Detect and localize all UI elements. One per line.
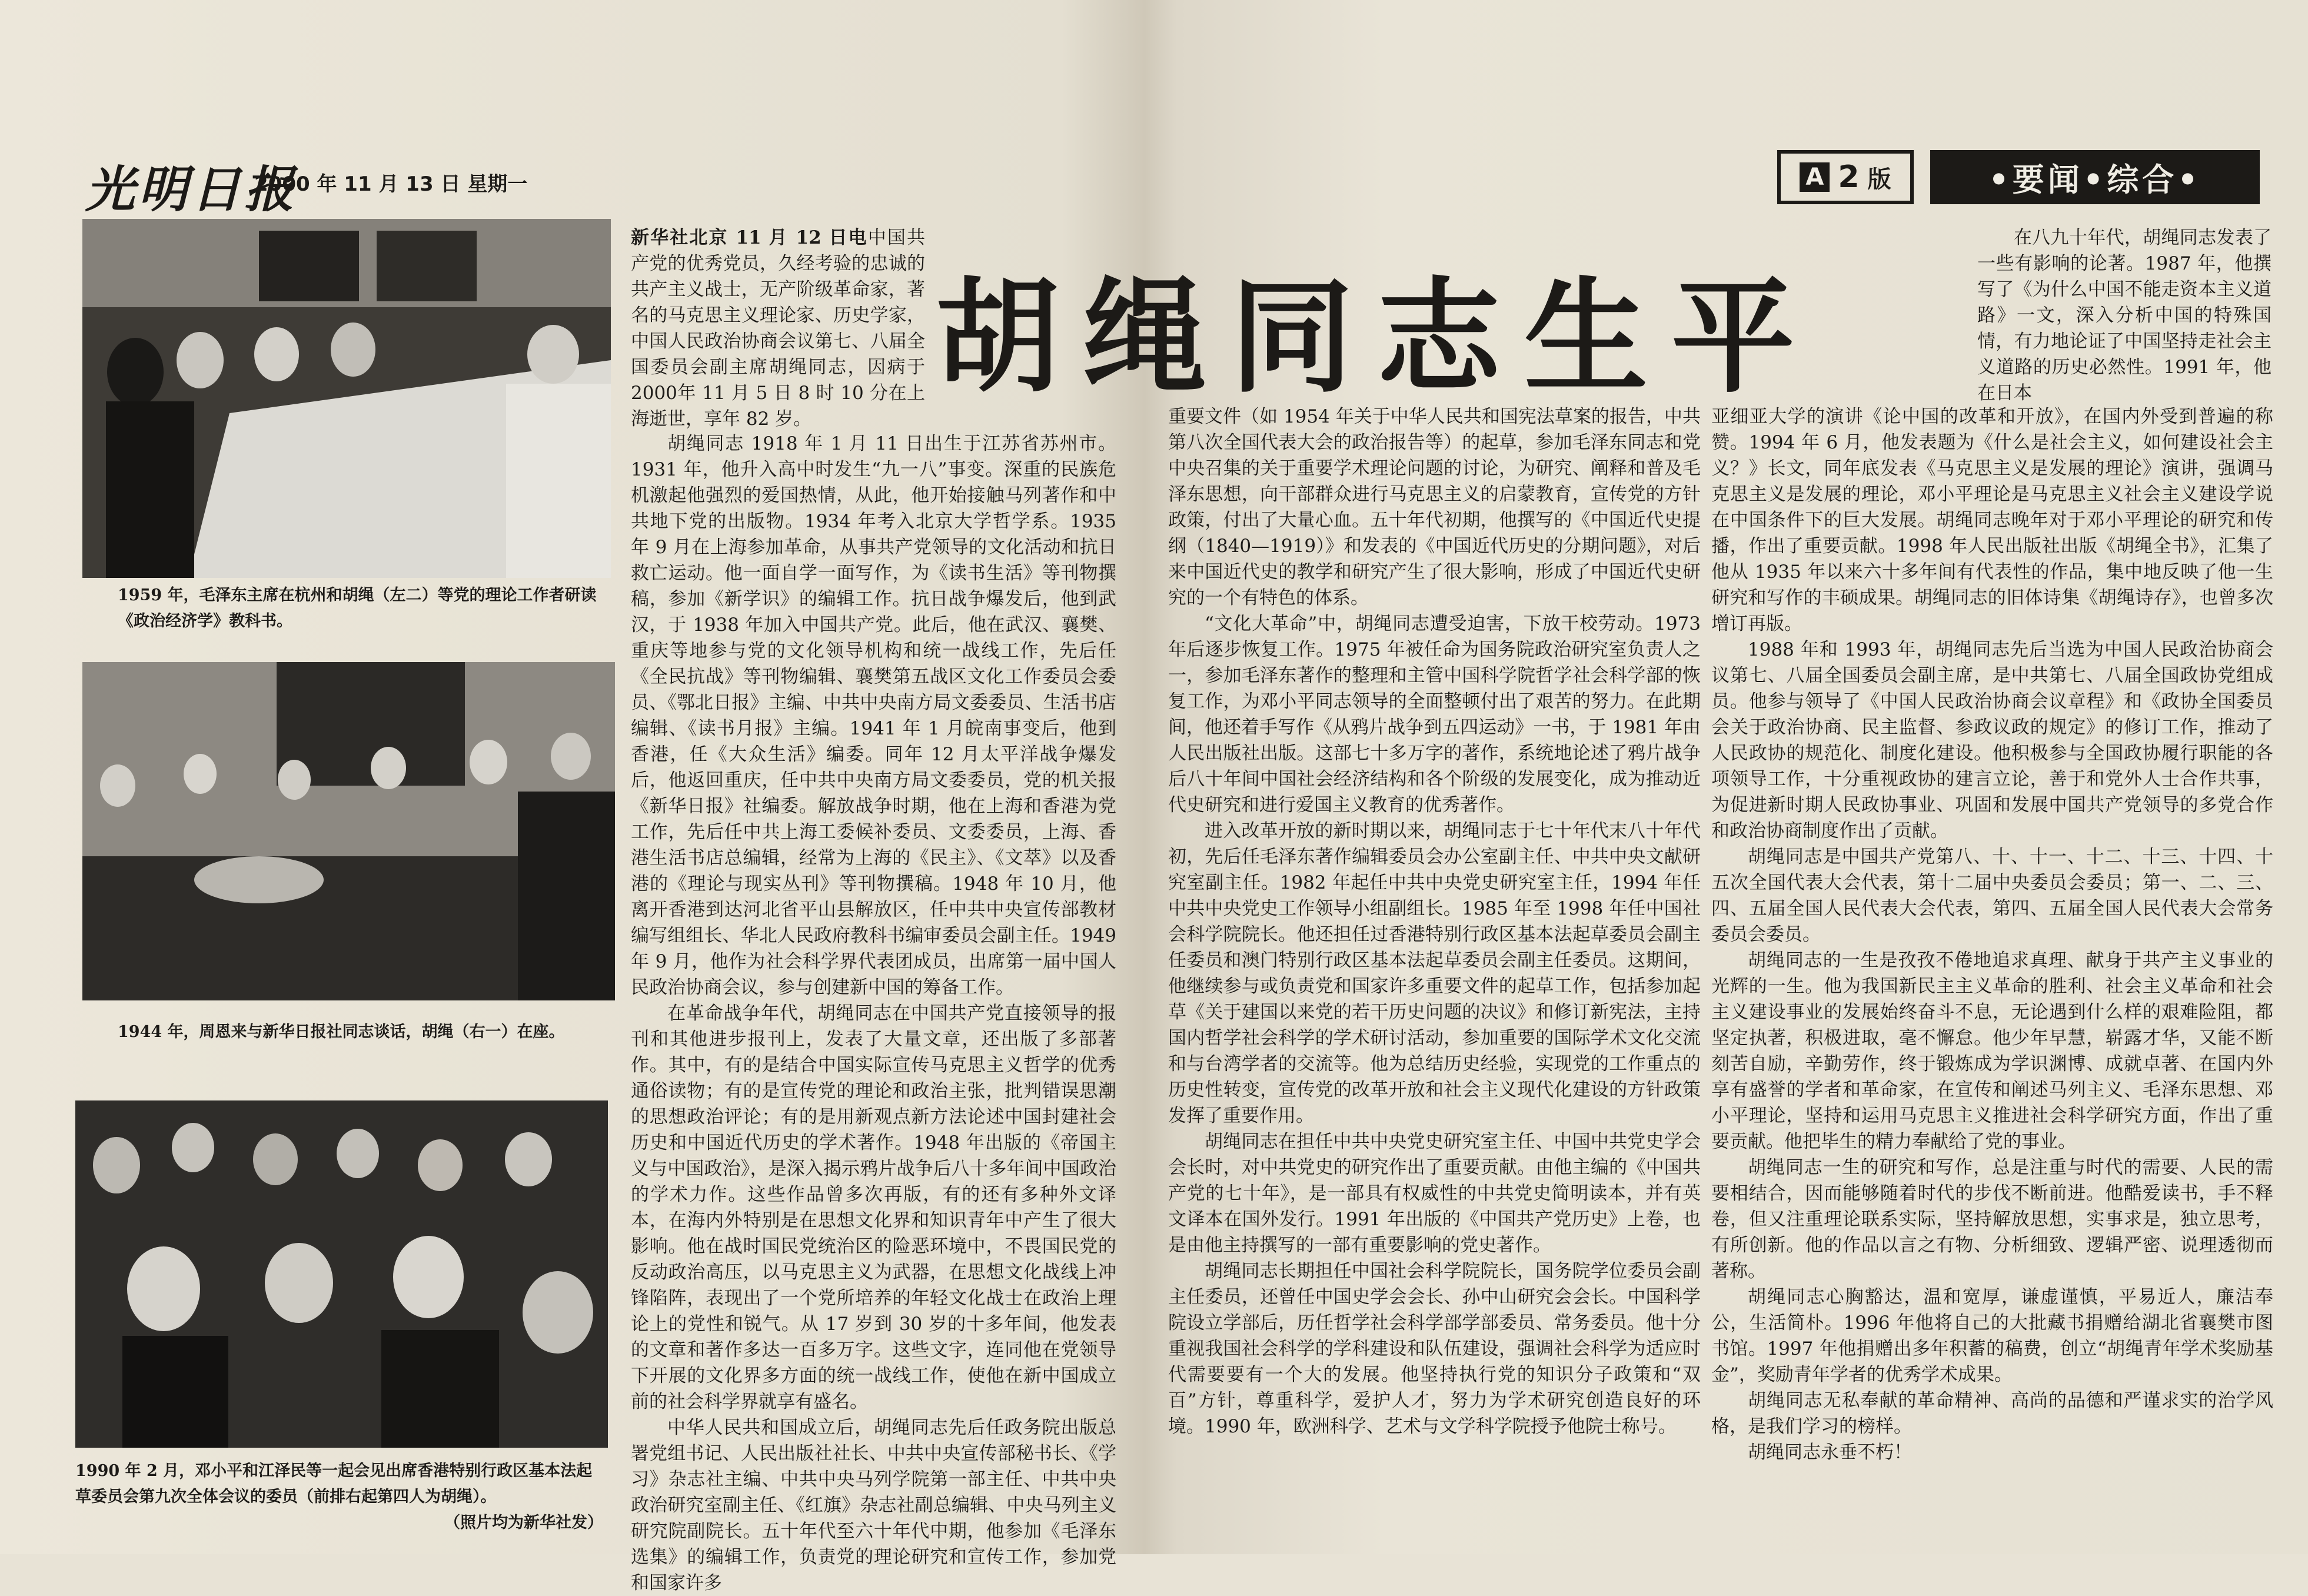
photo-credit: （照片均为新华社发） <box>444 1514 603 1532</box>
edition-unit: 版 <box>1867 165 1891 193</box>
article-column <box>1168 404 1701 1554</box>
article-paragraph: 亚细亚大学的演讲《论中国的改革和开放》，在国内外受到普遍的称赞。1994 年 6 月，他发表题为《什么是社会主义，如何建设社会主义？》长文，同年底发表《马克思主义是发展的理论》演讲，强调马克思主义是发展的理论，邓小平理论是马克思主义社会主义建设学说在中国条件下的巨大发展。胡绳同志晚年对于邓小平理论的研究和传播，作出了重要贡献。1998 年人民出版社出版《胡绳全书》，汇集了他从 1935 年以来六十多年间有代表性的作品，集中地反映了他一生研究和写作的丰硕成果。胡绳同志的旧体诗集《胡绳诗存》，也曾多次增订再版。 <box>1711 406 2273 634</box>
article-column <box>631 431 1116 1594</box>
article-paragraph: 胡绳同志的一生是孜孜不倦地追求真理、献身于共产主义事业的光辉的一生。他为我国新民主主义革命的胜利、社会主义革命和社会主义建设事业的发展始终奋斗不息，无论遇到什么样的艰难险阻，都坚定执著，积极进取，毫不懈怠。他少年早慧，崭露才华，又能不断刻苦自励，辛勤劳作，终于锻炼成为学识渊博、成就卓著、在国内外享有盛誉的学者和革命家，在宣传和阐述马列主义、毛泽东思想、邓小平理论，坚持和运用马克思主义推进社会科学研究方面，作出了重要贡献。他把毕生的精力奉献给了党的事业。 <box>1711 950 2273 1152</box>
article-paragraph: 胡绳同志在担任中共中央党史研究室主任、中国中共党史学会会长时，对中共党史的研究作出了重要贡献。由他主编的《中国共产党的七十年》，是一部具有权威性的中共党史简明读本，并有英文译本在国外发行。1991 年出版的《中国共产党历史》上卷，也是由他主持撰写的一部有重要影响的党史著作。 <box>1168 1131 1701 1256</box>
edition-box <box>1777 150 1914 204</box>
edition-number: 2 <box>1838 159 1860 195</box>
crowd-photo <box>75 1100 608 1448</box>
masthead-logo: 光明日报 <box>85 160 298 218</box>
group-seated-photo <box>82 662 615 1000</box>
article-column <box>1711 404 2273 1554</box>
article-dateline: 新华社北京 11 月 12 日电 <box>631 227 868 248</box>
masthead-date: 2000 年 11 月 13 日 星期一 <box>254 172 528 196</box>
article-paragraph: 在八九十年代，胡绳同志发表了一些有影响的论著。1987 年，他撰写了《为什么中国不能走资本主义道路》一文，深入分析中国的特殊国情，有力地论证了中国坚持走社会主义道路的历史必然性。1991 年，他在日本 <box>1977 227 2272 404</box>
article-paragraph: 胡绳同志是中国共产党第八、十、十一、十二、十三、十四、十五次全国代表大会代表，第十二届中央委员会委员；第一、二、三、四、五届全国人民代表大会代表，第四、五届全国人民代表大会常务委员会委员。 <box>1711 846 2273 945</box>
article-paragraph: 中华人民共和国成立后，胡绳同志先后任政务院出版总署党组书记、人民出版社社长、中共中央宣传部秘书长、《学习》杂志社主编、中共中央马列学院第一部主任、中共中央政治研究室副主任、《红旗》杂志社副总编辑、中央马列主义研究院副院长。五十年代至六十年代中期，他参加《毛泽东选集》的编辑工作，负责党的理论研究和宣传工作，参加党和国家许多 <box>631 1417 1116 1594</box>
article-paragraph: 胡绳同志长期担任中国社会科学院院长，国务院学位委员会副主任委员，还曾任中国史学会会长、孙中山研究会会长。中国科学院设立学部后，历任哲学社会科学部学部委员、常务委员。他十分重视我国社会科学的学科建设和队伍建设，强调社会科学为适应时代需要要有一个大的发展。他坚持执行党的知识分子政策和“双百”方针，尊重科学，爱护人才，努力为学术研究创造良好的环境。1990 年，欧洲科学、艺术与文学科学院授予他院士称号。 <box>1168 1261 1701 1437</box>
article-paragraph: 1988 年和 1993 年，胡绳同志先后当选为中国人民政治协商会议第七、八届全国委员会副主席，是中共第七、八届全国政协党组成员。他参与领导了《中国人民政治协商会议章程》和《政协全国委员会关于政治协商、民主监督、参政议政的规定》的修订工作，推动了人民政协的规范化、制度化建设。他积极参与全国政协履行职能的各项领导工作，十分重视政协的建言立论，善于和党外人士合作共事，为促进新时期人民政协事业、巩固和发展中国共产党领导的多党合作和政治协商制度作出了贡献。 <box>1711 639 2273 842</box>
article-lead-text: 中国共产党的优秀党员，久经考验的忠诚的共产主义战士，无产阶级革命家，著名的马克思主义理论家、历史学家，中国人民政治协商会议第七、八届全国委员会副主席胡绳同志，因病于2000年 11 月 5 日 8 时 10 分在上海逝世，享年 82 岁。 <box>631 227 926 430</box>
photo-caption: 1944 年，周恩来与新华日报社同志谈话，胡绳（右一）在座。 <box>118 1023 565 1041</box>
article-paragraph: 胡绳同志永垂不朽！ <box>1748 1442 1912 1463</box>
section-title: •要闻•综合• <box>1930 150 2260 204</box>
article-paragraph: 胡绳同志一生的研究和写作，总是注重与时代的需要、人民的需要相结合，因而能够随着时代的步伐不断前进。他酷爱读书，手不释卷，但又注重理论联系实际，坚持解放思想，实事求是，独立思考，有所创新。他的作品以言之有物、分析细致、逻辑严密、说理透彻而著称。 <box>1711 1157 2273 1282</box>
article-paragraph: 胡绳同志 1918 年 1 月 11 日出生于江苏省苏州市。1931 年，他升入高中时发生“九一八”事变。深重的民族危机激起他强烈的爱国热情，从此，他开始接触马列著作和中共地下党的出版物。1934 年考入北京大学哲学系。1935 年 9 月在上海参加革命，从事共产党领导的文化活动和抗日救亡运动。他一面自学一面写作，为《读书生活》等刊物撰稿，参加《新学识》的编辑工作。抗日战争爆发后，他到武汉，于 1938 年加入中国共产党。此后，他在武汉、襄樊、重庆等地参与党的文化领导机构和统一战线工作，先后任《全民抗战》等刊物编辑、襄樊第五战区文化工作委员会委员、《鄂北日报》主编、中共中央南方局文委委员、生活书店编辑、《读书月报》主编。1941 年 1 月皖南事变后，他到香港，任《大众生活》编委。同年 12 月太平洋战争爆发后，他返回重庆，任中共中央南方局文委委员，党的机关报《新华日报》社编委。解放战争时期，他在上海和香港为党工作，先后任中共上海工委候补委员、文委委员，上海、香港生活书店总编辑，经常为上海的《民主》、《文萃》以及香港的《理论与现实丛刊》等刊物撰稿。1948 年 10 月，他离开香港到达河北省平山县解放区，任中共中央宣传部教材编写组组长、华北人民政府教科书编审委员会副主任。1949 年 9 月，他作为社会科学界代表团成员，出席第一届中国人民政治协商会议，参与创建新中国的筹备工作。 <box>631 433 1116 998</box>
article-paragraph: “文化大革命”中，胡绳同志遭受迫害，下放干校劳动。1973 年后逐步恢复工作。1975 年被任命为国务院政治研究室负责人之一，参加毛泽东著作的整理和主管中国科学院哲学社会科学部的恢复工作，为邓小平同志领导的全面整顿付出了艰苦的努力。在此期间，他还着手写作《从鸦片战争到五四运动》一书，于 1981 年由人民出版社出版。这部七十多万字的著作，系统地论述了鸦片战争后八十年间中国社会经济结构和各个阶级的发展变化，成为推动近代史研究和进行爱国主义教育的优秀著作。 <box>1168 613 1701 816</box>
headline: 胡绳同志生平 <box>936 265 1819 410</box>
article-lead <box>631 225 925 431</box>
photo-caption: 1990 年 2 月，邓小平和江泽民等一起会见出席香港特别行政区基本法起草委员会第九次全体会议的委员（前排右起第四人为胡绳）。 <box>75 1462 593 1506</box>
article-paragraph: 胡绳同志无私奉献的革命精神、高尚的品德和严谨求实的治学风格，是我们学习的榜样。 <box>1711 1390 2273 1437</box>
article-paragraph: 进入改革开放的新时期以来，胡绳同志于七十年代末八十年代初，先后任毛泽东著作编辑委员会办公室副主任、中共中央文献研究室副主任。1982 年起任中共中央党史研究室主任，1994 年任中共中央党史工作领导小组副组长。1985 年至 1998 年任中国社会科学院院长。他还担任过香港特别行政区基本法起草委员会副主任委员和澳门特别行政区基本法起草委员会副主任委员。这期间，他继续参与或负责党和国家许多重要文件的起草工作，包括参加起草《关于建国以来党的若干历史问题的决议》和修订新宪法，主持国内哲学社会科学的学术研讨活动，参加重要的国际学术文化交流和与台湾学者的交流等。他为总结历史经验，实现党的工作重点的历史性转变，宣传党的改革开放和社会主义现代化建设的方针政策发挥了重要作用。 <box>1168 820 1701 1126</box>
edition-tag: A <box>1800 162 1830 192</box>
meeting-photo <box>82 219 611 578</box>
article-column <box>1977 225 2272 404</box>
article-paragraph: 在革命战争年代，胡绳同志在中国共产党直接领导的报刊和其他进步报刊上，发表了大量文章，还出版了多部著作。其中，有的是结合中国实际宣传马克思主义哲学的优秀通俗读物；有的是宣传党的理论和政治主张，批判错误思潮的思想政治评论；有的是用新观点新方法论述中国封建社会历史和中国近代历史的学术著作。1948 年出版的《帝国主义与中国政治》，是深入揭示鸦片战争后八十多年间中国政治的学术力作。这些作品曾多次再版，有的还有多种外文译本，在海内外特别是在思想文化界和知识青年中产生了很大影响。他在战时国民党统治区的险恶环境中，不畏国民党的反动政治高压，以马克思主义为武器，在思想文化战线上冲锋陷阵，表现出了一个党所培养的年轻文化战士在政治上理论上的党性和锐气。从 17 岁到 30 岁的十多年间，他发表的文章和著作多达一百多万字。这些文字，连同他在党领导下开展的文化界多方面的统一战线工作，使他在新中国成立前的社会科学界就享有盛名。 <box>631 1003 1116 1412</box>
photo-caption: 1959 年，毛泽东主席在杭州和胡绳（左二）等党的理论工作者研读《政治经济学》教科书。 <box>118 586 597 630</box>
article-paragraph: 胡绳同志心胸豁达，温和宽厚，谦虚谨慎，平易近人，廉洁奉公，生活简朴。1996 年他将自己的大批藏书捐赠给湖北省襄樊市图书馆。1997 年他捐赠出多年积蓄的稿费，创立“胡绳青年学术奖励基金”，奖励青年学者的优秀学术成果。 <box>1711 1286 2273 1385</box>
article-paragraph: 重要文件（如 1954 年关于中华人民共和国宪法草案的报告，中共第八次全国代表大会的政治报告等）的起草，参加毛泽东同志和党中央召集的关于重要学术理论问题的讨论，为研究、阐释和普及毛泽东思想，向干部群众进行马克思主义的启蒙教育，宣传党的方针政策，付出了大量心血。五十年代初期，他撰写的《中国近代史提纲（1840—1919）》和发表的《中国近代历史的分期问题》，对后来中国近代史的教学和研究产生了很大影响，形成了中国近代史研究的一个有特色的体系。 <box>1168 406 1701 609</box>
